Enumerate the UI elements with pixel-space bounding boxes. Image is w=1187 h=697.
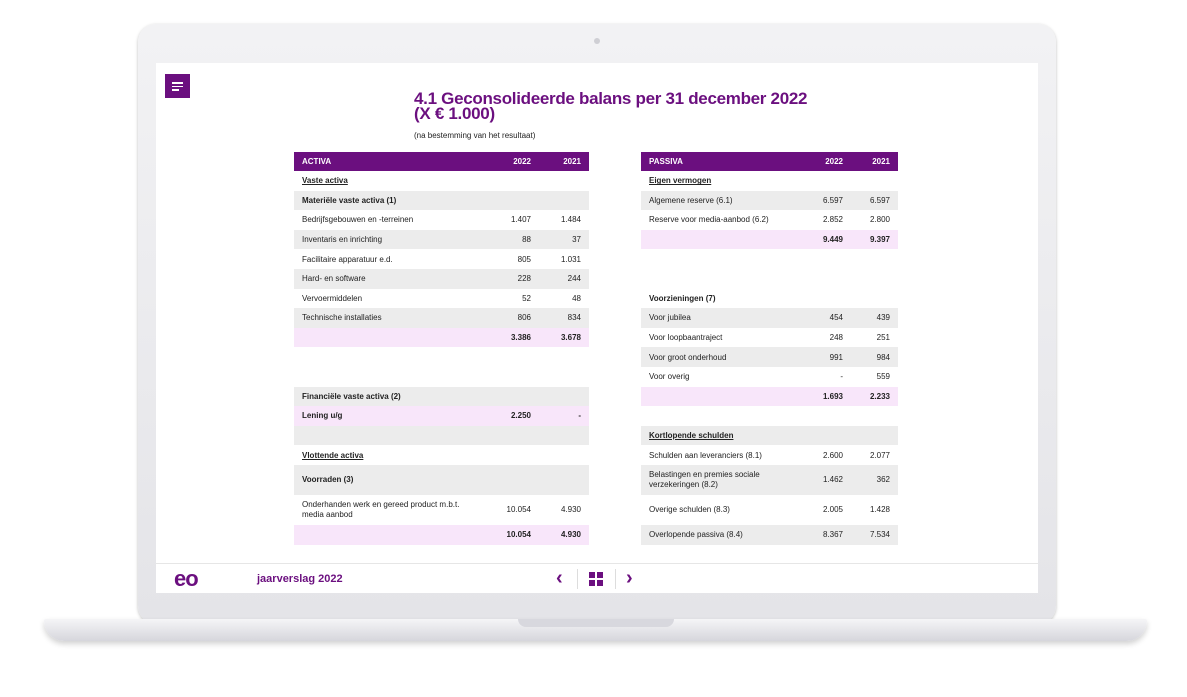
- value-2021: -: [539, 406, 589, 426]
- row-label: [641, 269, 796, 289]
- value-2021: 48: [572, 293, 581, 303]
- passiva-header-2022: 2022: [796, 152, 851, 171]
- row-label: Vlottende activa: [302, 450, 364, 460]
- table-row: [294, 289, 589, 309]
- row-label: Belastingen en premies sociale verzekeringen (8.2): [641, 465, 796, 495]
- value-2022: 991: [796, 347, 851, 367]
- value-2021: [851, 426, 898, 446]
- row-label: [641, 387, 796, 407]
- grid-icon[interactable]: [589, 572, 603, 586]
- nav-divider: [615, 569, 616, 589]
- row-label: Kortlopende schulden: [641, 426, 796, 446]
- value-2021: 251: [876, 333, 890, 343]
- table-row: [641, 525, 898, 545]
- row-label: Hard- en software: [294, 269, 484, 289]
- passiva-header-2021: 2021: [851, 152, 898, 171]
- eo-logo[interactable]: eo: [174, 566, 198, 591]
- value-2021: 7.534: [851, 525, 898, 545]
- value-2022: [484, 387, 539, 407]
- value-2021: 37: [539, 230, 589, 250]
- activa-header-2022: 2022: [484, 152, 539, 171]
- table-row: [641, 249, 898, 269]
- value-2022: 2.005: [822, 504, 843, 514]
- value-2022: 1.693: [796, 387, 851, 407]
- table-row: [641, 269, 898, 289]
- table-row: [294, 525, 589, 545]
- table-row: [294, 426, 589, 446]
- value-2021: 559: [876, 372, 890, 382]
- row-label: Lening u/g: [294, 406, 484, 426]
- table-row: [294, 191, 589, 211]
- row-label: Technische installaties: [294, 308, 484, 328]
- value-2022: 10.054: [506, 504, 531, 514]
- table-row: [641, 191, 898, 211]
- table-row: [641, 210, 898, 230]
- value-2021: [539, 191, 589, 211]
- passiva-body: [641, 171, 898, 545]
- value-2022: 248: [829, 333, 843, 343]
- value-2022: [796, 289, 851, 309]
- value-2021: [539, 171, 589, 191]
- passiva-header-label: PASSIVA: [641, 152, 796, 171]
- activa-body: [294, 171, 589, 545]
- value-2021: 439: [851, 308, 898, 328]
- value-2022: [484, 445, 539, 465]
- page-subtitle: (na bestemming van het resultaat): [414, 131, 536, 140]
- value-2021: [851, 249, 898, 269]
- value-2022: 2.600: [822, 450, 843, 460]
- value-2021: 244: [539, 269, 589, 289]
- table-row: [294, 367, 589, 387]
- value-2022: 8.367: [796, 525, 851, 545]
- value-2022: 88: [484, 230, 539, 250]
- value-2021: [851, 171, 898, 191]
- passiva-table: [641, 152, 898, 545]
- chevron-right-icon[interactable]: ›: [626, 567, 633, 589]
- menu-button[interactable]: [165, 74, 190, 98]
- row-label: Voor loopbaantraject: [649, 333, 723, 343]
- table-row: [641, 387, 898, 407]
- menu-icon: [172, 82, 183, 84]
- table-row: [641, 495, 898, 525]
- table-row: [294, 210, 589, 230]
- row-label: Voorraden (3): [294, 465, 484, 495]
- value-2022: -: [840, 372, 843, 382]
- value-2022: 10.054: [484, 525, 539, 545]
- value-2021: 2.077: [869, 450, 890, 460]
- value-2022: [796, 269, 851, 289]
- table-row: [641, 465, 898, 495]
- value-2021: 9.397: [851, 230, 898, 250]
- row-label: Schulden aan leveranciers (8.1): [649, 450, 762, 460]
- value-2021: [539, 347, 589, 367]
- value-2022: 1.407: [510, 215, 531, 225]
- value-2022: 6.597: [796, 191, 851, 211]
- page-title: 4.1 Geconsolideerde balans per 31 december 2022 (X € 1.000): [414, 89, 808, 123]
- row-label: [641, 406, 796, 426]
- row-label: Reserve voor media-aanbod (6.2): [649, 215, 769, 225]
- value-2022: [796, 426, 851, 446]
- row-label: Overige schulden (8.3): [649, 504, 730, 514]
- row-label: [294, 426, 484, 446]
- row-label: Voor jubilea: [641, 308, 796, 328]
- table-row: [294, 269, 589, 289]
- value-2021: [539, 465, 589, 495]
- value-2022: 1.462: [796, 465, 851, 495]
- value-2022: [484, 171, 539, 191]
- table-row: [641, 426, 898, 446]
- table-row: [641, 308, 898, 328]
- value-2021: 2.233: [851, 387, 898, 407]
- table-row: [294, 495, 589, 525]
- value-2021: 362: [851, 465, 898, 495]
- value-2022: 806: [484, 308, 539, 328]
- value-2022: [484, 347, 539, 367]
- value-2021: 1.031: [560, 254, 581, 264]
- row-label: [294, 328, 484, 348]
- row-label: Voorzieningen (7): [649, 293, 716, 303]
- value-2022: 9.449: [796, 230, 851, 250]
- activa-header-label: ACTIVA: [294, 152, 484, 171]
- value-2021: 3.678: [539, 328, 589, 348]
- value-2021: [539, 367, 589, 387]
- table-row: [294, 249, 589, 269]
- report-title: jaarverslag 2022: [257, 573, 343, 585]
- value-2021: 984: [851, 347, 898, 367]
- table-row: [641, 230, 898, 250]
- table-row: [294, 328, 589, 348]
- row-label: Eigen vermogen: [649, 176, 712, 186]
- table-row: [641, 367, 898, 387]
- activa-header-2021: 2021: [539, 152, 589, 171]
- row-label: Voor groot onderhoud: [641, 347, 796, 367]
- nav-divider: [577, 569, 578, 589]
- row-label: Financiële vaste activa (2): [294, 387, 484, 407]
- table-row: [294, 387, 589, 407]
- value-2021: [539, 445, 589, 465]
- value-2022: 52: [522, 293, 531, 303]
- activa-header-row: [294, 152, 589, 171]
- chevron-left-icon[interactable]: ‹: [556, 567, 563, 589]
- row-label: Algemene reserve (6.1): [641, 191, 796, 211]
- value-2021: [851, 269, 898, 289]
- row-label: Onderhanden werk en gereed product m.b.t. media aanbod: [302, 499, 460, 519]
- table-row: [641, 171, 898, 191]
- value-2022: 3.386: [484, 328, 539, 348]
- footer-bar: [156, 563, 1038, 593]
- value-2021: 834: [539, 308, 589, 328]
- table-row: [641, 328, 898, 348]
- row-label: Materiële vaste activa (1): [294, 191, 484, 211]
- value-2021: 4.930: [539, 525, 589, 545]
- value-2021: 1.428: [869, 504, 890, 514]
- value-2021: [539, 387, 589, 407]
- row-label: Bedrijfsgebouwen en -terreinen: [302, 215, 414, 225]
- value-2021: [851, 289, 898, 309]
- value-2021: [851, 406, 898, 426]
- table-row: [294, 171, 589, 191]
- value-2022: [796, 406, 851, 426]
- table-row: [294, 445, 589, 465]
- row-label: Voor overig: [649, 372, 690, 382]
- table-row: [641, 347, 898, 367]
- value-2022: 228: [484, 269, 539, 289]
- laptop-base: [44, 619, 1147, 641]
- value-2022: 2.250: [484, 406, 539, 426]
- value-2022: [796, 249, 851, 269]
- row-label: [641, 230, 796, 250]
- value-2021: 4.930: [560, 504, 581, 514]
- table-row: [641, 406, 898, 426]
- row-label: Vaste activa: [302, 176, 348, 186]
- row-label: Inventaris en inrichting: [294, 230, 484, 250]
- value-2022: [484, 367, 539, 387]
- value-2021: 6.597: [851, 191, 898, 211]
- value-2022: 454: [796, 308, 851, 328]
- row-label: [294, 525, 484, 545]
- table-row: [294, 347, 589, 367]
- row-label: Facilitaire apparatuur e.d.: [302, 254, 393, 264]
- value-2021: 2.800: [869, 215, 890, 225]
- value-2022: 805: [517, 254, 531, 264]
- row-label: [294, 347, 484, 367]
- passiva-header-row: [641, 152, 898, 171]
- activa-table: [294, 152, 589, 545]
- row-label: [294, 367, 484, 387]
- row-label: [641, 249, 796, 269]
- table-row: [294, 406, 589, 426]
- value-2021: [539, 426, 589, 446]
- screen: [156, 63, 1038, 593]
- table-row: [641, 445, 898, 465]
- table-row: [294, 230, 589, 250]
- laptop-notch: [518, 619, 674, 627]
- table-row: [294, 465, 589, 495]
- value-2021: 1.484: [560, 215, 581, 225]
- value-2022: [796, 171, 851, 191]
- camera-dot: [594, 38, 600, 44]
- value-2022: [484, 191, 539, 211]
- row-label: Overlopende passiva (8.4): [641, 525, 796, 545]
- row-label: Vervoermiddelen: [302, 293, 363, 303]
- value-2022: 2.852: [822, 215, 843, 225]
- table-row: [294, 308, 589, 328]
- value-2022: [484, 426, 539, 446]
- value-2022: [484, 465, 539, 495]
- table-row: [641, 289, 898, 309]
